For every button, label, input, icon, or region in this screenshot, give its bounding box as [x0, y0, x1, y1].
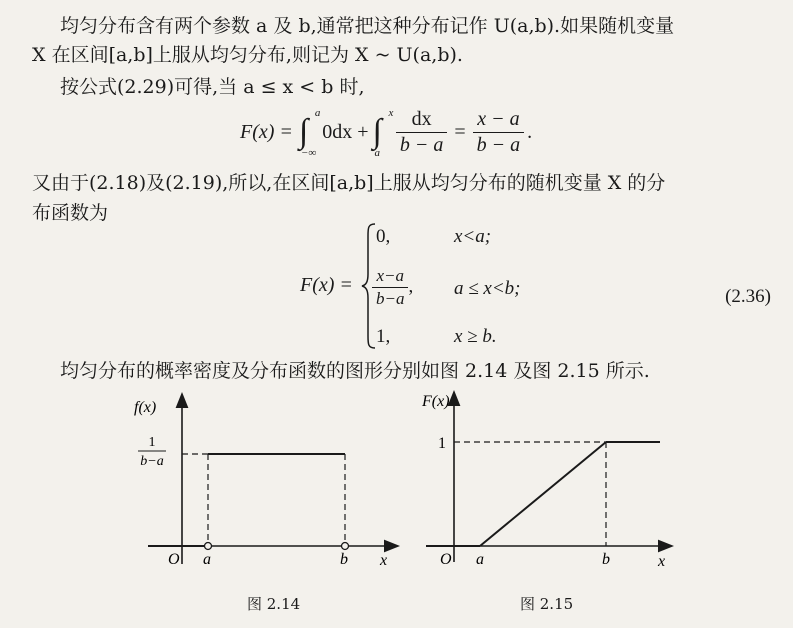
open-circle-a	[205, 543, 212, 550]
case3-value: 1,	[376, 326, 391, 347]
integral-sign-1: ∫ a −∞	[298, 107, 321, 159]
int1-lower-limit: −∞	[300, 147, 317, 159]
integral-sign-2: ∫ x a	[372, 107, 394, 159]
eq1-int1-body: 0dx +	[322, 120, 369, 143]
int2-lower-limit: a	[374, 147, 381, 159]
fraction-x-minus-a-over-b-minus-a	[473, 108, 525, 157]
frac2-numerator: x − a	[477, 107, 520, 130]
frac2-denominator: b − a	[473, 132, 525, 157]
case3-condition: x ≥ b.	[454, 326, 497, 347]
case2-numerator: x−a	[376, 266, 404, 285]
para1-line3: 按公式(2.29)可得,当 a ≤ x < b 时,	[60, 76, 365, 98]
para1-line2: X 在区间[a,b]上服从均匀分布,则记为 X ~ U(a,b).	[32, 44, 463, 66]
figure-2-15-caption: 图 2.15	[520, 595, 574, 613]
case1-condition: x<a;	[454, 226, 492, 247]
case1-value: 0,	[376, 226, 391, 247]
case2-comma: ,	[408, 275, 414, 297]
tick-label-a: a	[203, 551, 211, 568]
figure-2-14	[130, 392, 400, 572]
fraction-dx-over-b-minus-a	[396, 108, 448, 157]
origin-label: O	[168, 551, 180, 568]
eq1-period: .	[527, 120, 533, 143]
piecewise-cases	[372, 222, 572, 350]
int1-upper-limit: a	[314, 107, 321, 119]
level-numerator: 1	[148, 435, 156, 450]
para2-line2: 布函数为	[32, 202, 109, 224]
figure-2-15	[420, 388, 680, 572]
x-axis-label: x	[380, 552, 388, 569]
para2-line1: 又由于(2.18)及(2.19),所以,在区间[a,b]上服从均匀分布的随机变量 X 的分	[32, 172, 666, 194]
eq1-equals: =	[454, 120, 466, 143]
tick-label-b: b	[340, 551, 348, 568]
case2-denominator: b−a	[372, 287, 408, 309]
para1-line1: 均匀分布含有两个参数 a 及 b,通常把这种分布记作 U(a,b).如果随机变量	[60, 15, 675, 37]
case2-condition: a ≤ x<b;	[454, 278, 521, 299]
equation-F-integral	[240, 104, 532, 160]
eq1-lhs: F(x) =	[240, 120, 293, 143]
para3-line1: 均匀分布的概率密度及分布函数的图形分别如图 2.14 及图 2.15 所示.	[60, 360, 650, 382]
level-label: 1	[438, 435, 446, 452]
level-denominator: b−a	[140, 454, 164, 469]
y-axis-label: F(x)	[422, 393, 450, 410]
frac1-numerator: dx	[411, 107, 432, 130]
frac1-denominator: b − a	[396, 132, 448, 157]
equation-number: (2.36)	[725, 286, 771, 307]
case2-fraction	[372, 266, 408, 309]
eq2-lhs: F(x) =	[300, 274, 353, 296]
cdf-ramp-segment	[480, 442, 606, 546]
case2-value	[372, 266, 413, 309]
x-axis-label: x	[658, 553, 666, 570]
y-axis-label: f(x)	[134, 399, 157, 416]
tick-label-b: b	[602, 551, 610, 568]
origin-label: O	[440, 551, 452, 568]
figure-2-14-caption: 图 2.14	[247, 595, 301, 613]
open-circle-b	[342, 543, 349, 550]
tick-label-a: a	[476, 551, 484, 568]
int2-upper-limit: x	[388, 107, 394, 119]
